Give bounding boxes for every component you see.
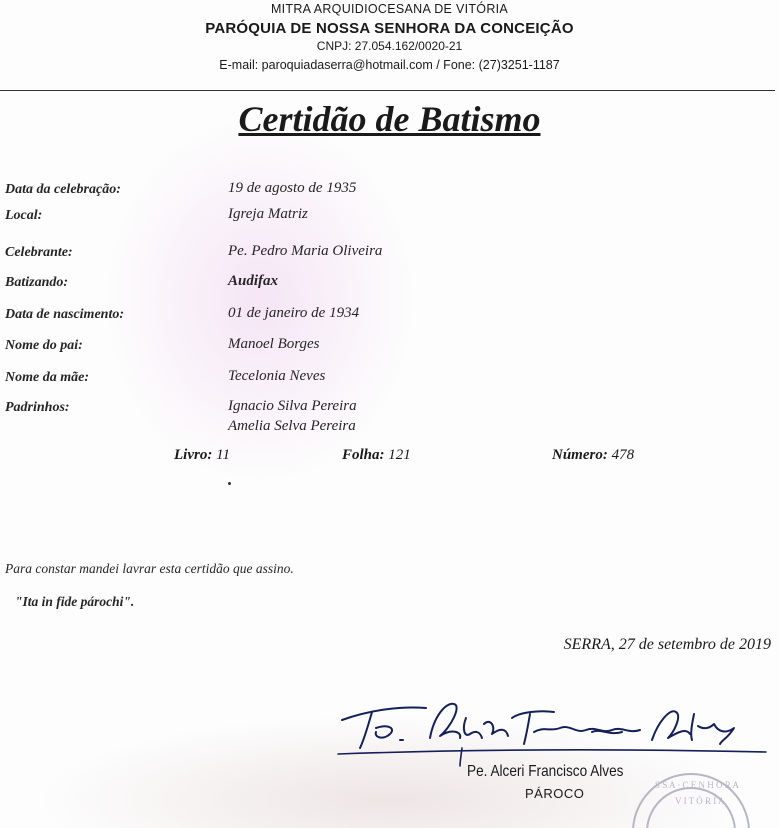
parish-stamp [605,770,779,828]
birth-date-label: Data de nascimento: [5,307,124,322]
mother-name-label: Nome da mãe: [5,370,89,385]
ink-dot [228,482,231,485]
baptized-label: Batizando: [5,275,69,290]
book-label: Livro: [174,447,213,463]
celebration-date-value: 19 de agosto de 1935 [228,180,357,196]
cnpj-line: CNPJ: 27.054.162/0020-21 [316,39,463,53]
place-and-date: SERRA, 27 de setembro de 2019 [563,636,771,653]
parish-name: PARÓQUIA DE NOSSA SENHORA DA CONCEIÇÃO [205,20,574,37]
page-value: 121 [388,447,411,463]
svg-text:S S A · C E N H O R A: S S A · C E N H O R A [655,780,740,790]
celebration-date-label: Data da celebração: [5,182,121,197]
page-number [342,447,411,464]
header-divider [0,90,775,91]
baptized-value: Audifax [228,273,279,289]
signatory-name: Pe. Alceri Francisco Alves [467,763,624,780]
father-name-value: Manoel Borges [228,336,320,352]
godparents-label: Padrinhos: [5,400,70,415]
location-label: Local: [5,208,43,223]
location-value: Igreja Matriz [228,206,308,222]
father-name-label: Nome do pai: [5,338,83,353]
latin-motto: "Ita in fide párochi". [15,594,135,609]
birth-date-value: 01 de janeiro de 1934 [228,305,360,321]
celebrant-value: Pe. Pedro Maria Oliveira [228,243,383,259]
document-title: Certidão de Batismo [238,99,541,139]
handwritten-signature [330,688,770,768]
svg-text:V I T Ó R I A: V I T Ó R I A [675,796,725,806]
page-label: Folha: [342,447,385,463]
godmother-value: Amelia Selva Pereira [228,418,356,434]
celebrant-label: Celebrante: [5,245,73,260]
contact-line: E-mail: paroquiadaserra@hotmail.com / Fone: (27)3251-1187 [219,58,560,72]
archdiocese-name: MITRA ARQUIDIOCESANA DE VITÓRIA [270,2,509,16]
record-label: Número: [552,447,608,463]
record-value: 478 [611,447,635,463]
signatory-role: PÁROCO [525,786,585,801]
mother-name-value: Tecelonia Neves [228,368,326,384]
book-value: 11 [216,447,230,463]
godfather-value: Ignacio Silva Pereira [228,398,357,414]
closing-statement: Para constar mandei lavrar esta certidão que assino. [5,561,294,576]
book-number [174,447,230,464]
record-number [552,447,634,464]
